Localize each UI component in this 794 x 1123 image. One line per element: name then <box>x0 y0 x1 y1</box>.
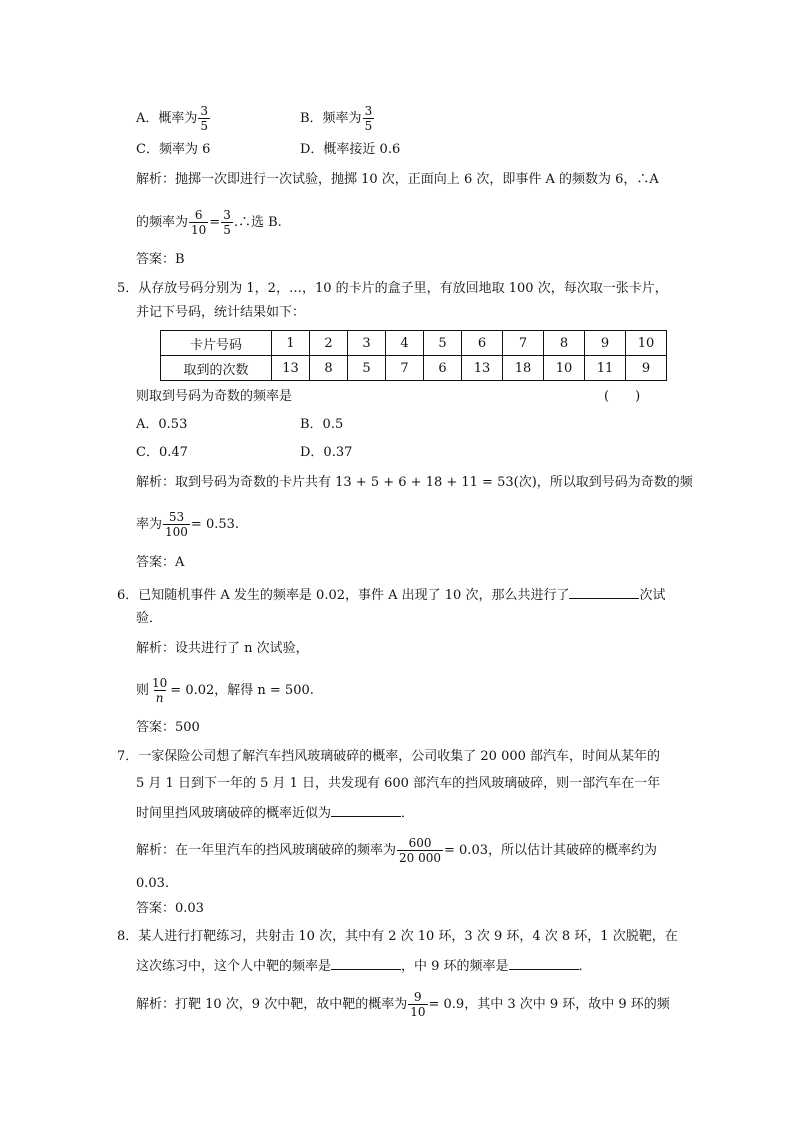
q7-analysis-line2: 0.03. <box>136 876 170 891</box>
answer-blank <box>509 955 579 970</box>
answer-blank <box>569 584 639 599</box>
table-cell: 5 <box>424 331 462 356</box>
q8-stem-line2 <box>136 955 592 976</box>
table-cell: 6 <box>424 356 462 381</box>
q4-analysis-line1: 解析：抛掷一次即进行一次试验，抛掷 10 次，正面向上 6 次，即事件 A 的频数为 6，∴A <box>136 172 659 187</box>
fraction <box>189 208 208 237</box>
text: 次试 <box>639 588 666 603</box>
text: 这次练习中，这个人中靶的频率是 <box>136 959 332 974</box>
table-header-cell: 取到的次数 <box>161 356 272 381</box>
q6-answer: 答案：500 <box>136 720 200 735</box>
q5-stem-line2: 并记下号码，统计结果如下： <box>136 305 306 320</box>
q4-option-b-text: B．频率为 <box>300 111 362 126</box>
q7-analysis-line1 <box>136 836 657 865</box>
text: = 0.03，所以估计其破碎的概率约为 <box>444 843 657 858</box>
text: ，中 9 环的频率是 <box>401 959 509 974</box>
table-cell: 18 <box>503 356 544 381</box>
denominator: 5 <box>200 119 209 133</box>
q6-analysis-line1: 解析：设共进行了 n 次试验， <box>136 641 309 656</box>
q6-analysis-line2 <box>136 676 314 705</box>
text: = 0.53. <box>190 517 240 532</box>
q4-option-b <box>300 104 375 133</box>
numerator: 3 <box>200 104 209 118</box>
table-cell: 6 <box>462 331 503 356</box>
q4-answer: 答案：B <box>136 252 185 267</box>
equals-sign: = <box>209 215 221 230</box>
table-cell: 3 <box>348 331 386 356</box>
numerator: 3 <box>223 208 231 222</box>
text: ． <box>578 959 592 974</box>
table-cell: 9 <box>585 331 626 356</box>
text: = 0.9，其中 3 次中 9 环，故中 9 环的频 <box>428 997 670 1012</box>
text: 6．已知随机事件 A 发生的频率是 0.02，事件 A 出现了 10 次，那么共进行了 <box>117 588 570 603</box>
table-cell: 10 <box>544 356 585 381</box>
q5-option-b: B．0.5 <box>300 417 344 432</box>
text: 的频率为 <box>136 215 189 230</box>
q5-answer-paren: ( ) <box>604 389 641 404</box>
denominator: 5 <box>364 119 373 133</box>
fraction <box>408 990 427 1019</box>
answer-blank <box>331 802 401 817</box>
q5-stem-line1: 5．从存放号码分别为 1，2，…，10 的卡片的盒子里，有放回地取 100 次，每次取一张卡片， <box>117 281 668 296</box>
q4-option-a <box>136 104 211 133</box>
q5-analysis-line2 <box>136 510 239 539</box>
table-cell: 1 <box>272 331 310 356</box>
q4-analysis-line2 <box>136 208 282 237</box>
text: 解析：在一年里汽车的挡风玻璃破碎的频率为 <box>136 843 397 858</box>
table-cell: 10 <box>626 331 667 356</box>
q5-option-d: D．0.37 <box>300 445 353 460</box>
fraction <box>221 208 233 237</box>
q5-answer: 答案：A <box>136 555 185 570</box>
fraction <box>198 104 210 133</box>
table-row <box>161 356 667 381</box>
q8-stem-line1: 8．某人进行打靶练习，共射击 10 次，其中有 2 次 10 环，3 次 9 环，4 次 8 环，1 次脱靶，在 <box>117 929 678 944</box>
denominator: 10 <box>410 1005 426 1019</box>
card-frequency-table <box>160 330 667 381</box>
numerator: 3 <box>364 104 373 118</box>
table-cell: 4 <box>386 331 424 356</box>
numerator: 9 <box>414 990 422 1004</box>
q5-analysis-line1: 解析：取到号码为奇数的卡片共有 13 + 5 + 6 + 18 + 11 = 53(次)，所以取到号码为奇数的频 <box>136 475 693 490</box>
text: .∴选 B. <box>233 215 282 230</box>
q4-option-d: D．概率接近 0.6 <box>300 142 401 157</box>
text: ． <box>401 806 415 821</box>
q5-option-c: C．0.47 <box>136 445 188 460</box>
denominator: n <box>155 691 164 705</box>
table-cell: 2 <box>310 331 348 356</box>
table-cell: 7 <box>386 356 424 381</box>
fraction <box>363 104 375 133</box>
table-cell: 9 <box>626 356 667 381</box>
q5-option-a: A．0.53 <box>136 417 188 432</box>
denominator: 5 <box>223 223 231 237</box>
q7-stem-line2: 5 月 1 日到下一年的 5 月 1 日，共发现有 600 部汽车的挡风玻璃破碎，则一部汽车在一年 <box>136 776 661 791</box>
fraction <box>163 510 190 539</box>
denominator: 20 000 <box>399 851 442 865</box>
table-header-cell: 卡片号码 <box>161 331 272 356</box>
numerator: 10 <box>152 676 168 690</box>
text: 则 <box>136 683 150 698</box>
q7-stem-line1: 7．一家保险公司想了解汽车挡风玻璃破碎的概率，公司收集了 20 000 部汽车，时间从某年的 <box>117 749 661 764</box>
numerator: 53 <box>168 510 185 524</box>
table-cell: 8 <box>544 331 585 356</box>
table-row <box>161 331 667 356</box>
fraction <box>150 676 169 705</box>
denominator: 10 <box>191 223 207 237</box>
table-cell: 13 <box>272 356 310 381</box>
table-cell: 7 <box>503 331 544 356</box>
q7-stem-line3 <box>136 802 414 823</box>
fraction <box>397 836 443 865</box>
table-cell: 11 <box>585 356 626 381</box>
denominator: 100 <box>165 525 188 539</box>
text: 时间里挡风玻璃破碎的概率近似为 <box>136 806 332 821</box>
text: 率为 <box>136 517 163 532</box>
text: = 0.02，解得 n = 500. <box>170 683 314 698</box>
table-cell: 5 <box>348 356 386 381</box>
q4-option-c: C．频率为 6 <box>136 142 211 157</box>
text: 解析：打靶 10 次，9 次中靶，故中靶的概率为 <box>136 997 408 1012</box>
table-cell: 8 <box>310 356 348 381</box>
q7-answer: 答案：0.03 <box>136 901 204 916</box>
q4-option-a-text: A．概率为 <box>136 111 198 126</box>
numerator: 600 <box>408 836 432 850</box>
q5-question: 则取到号码为奇数的频率是 <box>136 389 293 404</box>
q6-stem-line1 <box>117 584 665 605</box>
q8-analysis-line1 <box>136 990 670 1019</box>
numerator: 6 <box>194 208 203 222</box>
table-cell: 13 <box>462 356 503 381</box>
q6-stem-line2: 验． <box>136 611 163 626</box>
answer-blank <box>331 955 401 970</box>
